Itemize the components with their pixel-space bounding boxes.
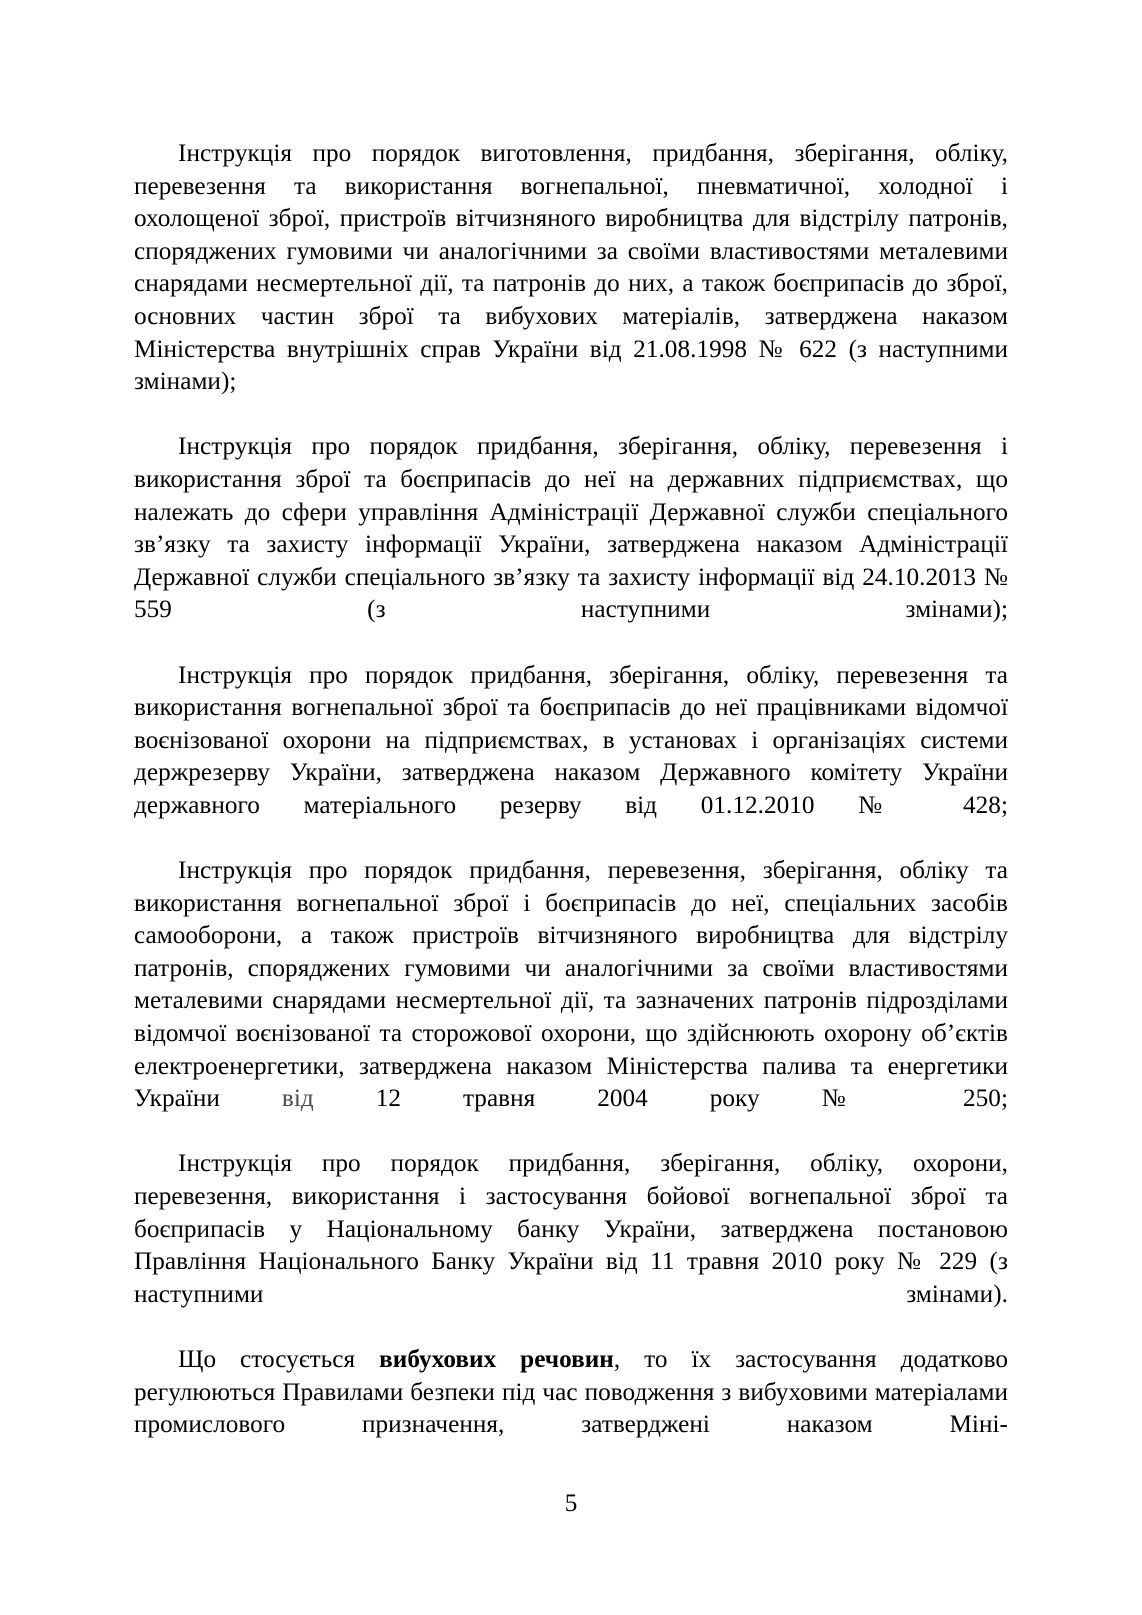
text-run: Інструкція про порядок виготовлення, придбання, зберігання, обліку, перевезення та використання вогнепальної, пневматичної, холодної і охолощеної зброї, пристроїв вітчизняного виробництва для відстрілу патронів, споряджених гумовими чи аналогічними за своїми властивостями металевими снарядами несмертельної дії, та патронів до них, а також боєприпасів до зброї, основних частин зброї та вибухових матеріалів, затверджена наказом Міністерства внутрішніх справ України від 21.08.1998 № 622 (з наступними змінами); [134,140,1008,396]
text-run: Інструкція про порядок придбання, перевезення, зберігання, обліку та використання вогнепальної зброї і боєприпасів до неї, спеціальних засобів самооборони, а також пристроїв вітчизняного виробництва для відстрілу патронів, споряджених гумовими чи аналогічними за своїми властивостями металевими снарядами несмертельної дії, та зазначених патронів підрозділами відомчої воєнізованої та сторожової охорони, що здійснюють охорону об’єктів електроенергетики, затверджена наказом Міністерства палива та енергетики України [134,857,1008,1113]
paragraph [134,431,1008,659]
paragraph [134,1344,1008,1474]
text-run: Інструкція про порядок придбання, зберігання, обліку, охорони, перевезення, використання і застосування бойової вогнепальної зброї та боєприпасів у Національному банку України, затверджена постановою Правління Національного Банку України від 11 травня 2010 року № 229 (з наступними змінами). [134,1150,1008,1308]
dimmed-text: від [281,1085,314,1113]
text-run: 12 травня 2004 року № 250; [313,1085,1008,1113]
emphasis-bold: вибухових речовин [379,1345,614,1373]
text-run: Що стосується [178,1345,380,1373]
document-body [134,138,1008,1474]
paragraph [134,1148,1008,1344]
page-number: 5 [564,1490,578,1517]
paragraph [134,855,1008,1148]
text-run: , то їх застосування додатково регулюються Правилами безпеки під час поводження з вибуховими матеріалами промислового призначення, затверджені наказом Міні- [134,1345,1008,1439]
text-run: Інструкція про порядок придбання, зберігання, обліку, перевезення та використання вогнепальної зброї та боєприпасів до неї працівниками відомчої воєнізованої охорони на підприємствах, в установах і організаціях системи держрезерву України, затверджена наказом Державного комітету України державного матеріального резерву від 01.12.2010 № 428; [134,661,1008,819]
text-run: Інструкція про порядок придбання, зберігання, обліку, перевезення і використання зброї та боєприпасів до неї на державних підприємствах, що належать до сфери управління Адміністрації Державної служби спеціального зв’язку та захисту інформації України, затверджена наказом Адміністрації Державної служби спеціального зв’язку та захисту інформації від 24.10.2013 № 559 (з наступними змінами); [134,433,1008,624]
paragraph [134,138,1008,431]
paragraph [134,660,1008,856]
